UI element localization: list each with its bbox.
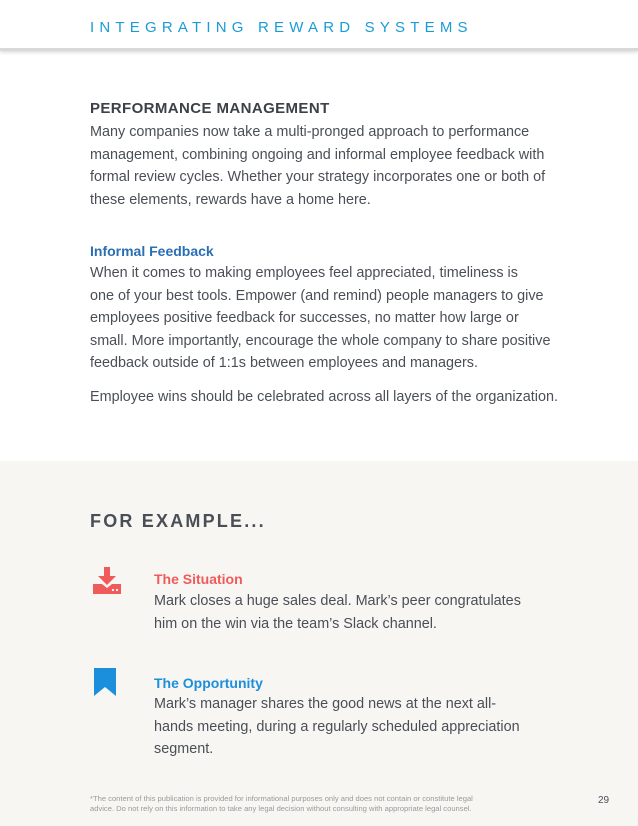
paragraph-line: management, combining ongoing and informal employee feedback with: [90, 146, 545, 163]
bookmark-icon: [94, 668, 116, 696]
body-line: Mark’s manager shares the good news at the next all-: [154, 696, 497, 712]
header-title: INTEGRATING REWARD SYSTEMS: [90, 19, 473, 36]
page-number: 29: [598, 795, 610, 806]
performance-management-paragraph: [90, 121, 560, 211]
informal-feedback-heading: Informal Feedback: [90, 243, 214, 259]
disclaimer-line: advice. Do not rely on this information to take any legal decision without consulting with appropriate legal counsel.: [90, 803, 472, 813]
paragraph-line: these elements, rewards have a home here.: [90, 191, 371, 208]
paragraph-line: Many companies now take a multi-pronged approach to performance: [90, 124, 530, 140]
paragraph-line: When it comes to making employees feel appreciated, timeliness is: [90, 265, 518, 281]
opportunity-body: [154, 693, 534, 761]
download-tray-icon: [92, 567, 122, 595]
disclaimer-line: *The content of this publication is provided for informational purposes only and does not contain or constitute legal: [90, 794, 473, 803]
situation-title: The Situation: [154, 571, 243, 587]
body-line: hands meeting, during a regularly scheduled appreciation: [154, 718, 520, 735]
informal-feedback-paragraph: [90, 262, 560, 375]
body-line: segment.: [154, 741, 214, 757]
body-line: Mark closes a huge sales deal. Mark’s peer congratulates: [154, 593, 521, 609]
example-title: FOR EXAMPLE...: [90, 511, 266, 531]
page-header: [0, 0, 638, 51]
paragraph-line: feedback outside of 1:1s between employees and managers.: [90, 355, 478, 371]
celebration-statement: Employee wins should be celebrated across all layers of the organization.: [90, 389, 558, 405]
body-line: him on the win via the team’s Slack channel.: [154, 615, 437, 632]
situation-body: [154, 590, 534, 635]
paragraph-line: one of your best tools. Empower (and remind) people managers to give: [90, 287, 544, 304]
performance-management-heading: PERFORMANCE MANAGEMENT: [90, 100, 330, 117]
paragraph-line: formal review cycles. Whether your strategy incorporates one or both of: [90, 169, 546, 185]
paragraph-line: small. More importantly, encourage the whole company to share positive: [90, 332, 551, 349]
legal-disclaimer: [90, 794, 530, 813]
paragraph-line: employees positive feedback for successes, no matter how large or: [90, 310, 519, 326]
opportunity-title: The Opportunity: [154, 675, 263, 691]
